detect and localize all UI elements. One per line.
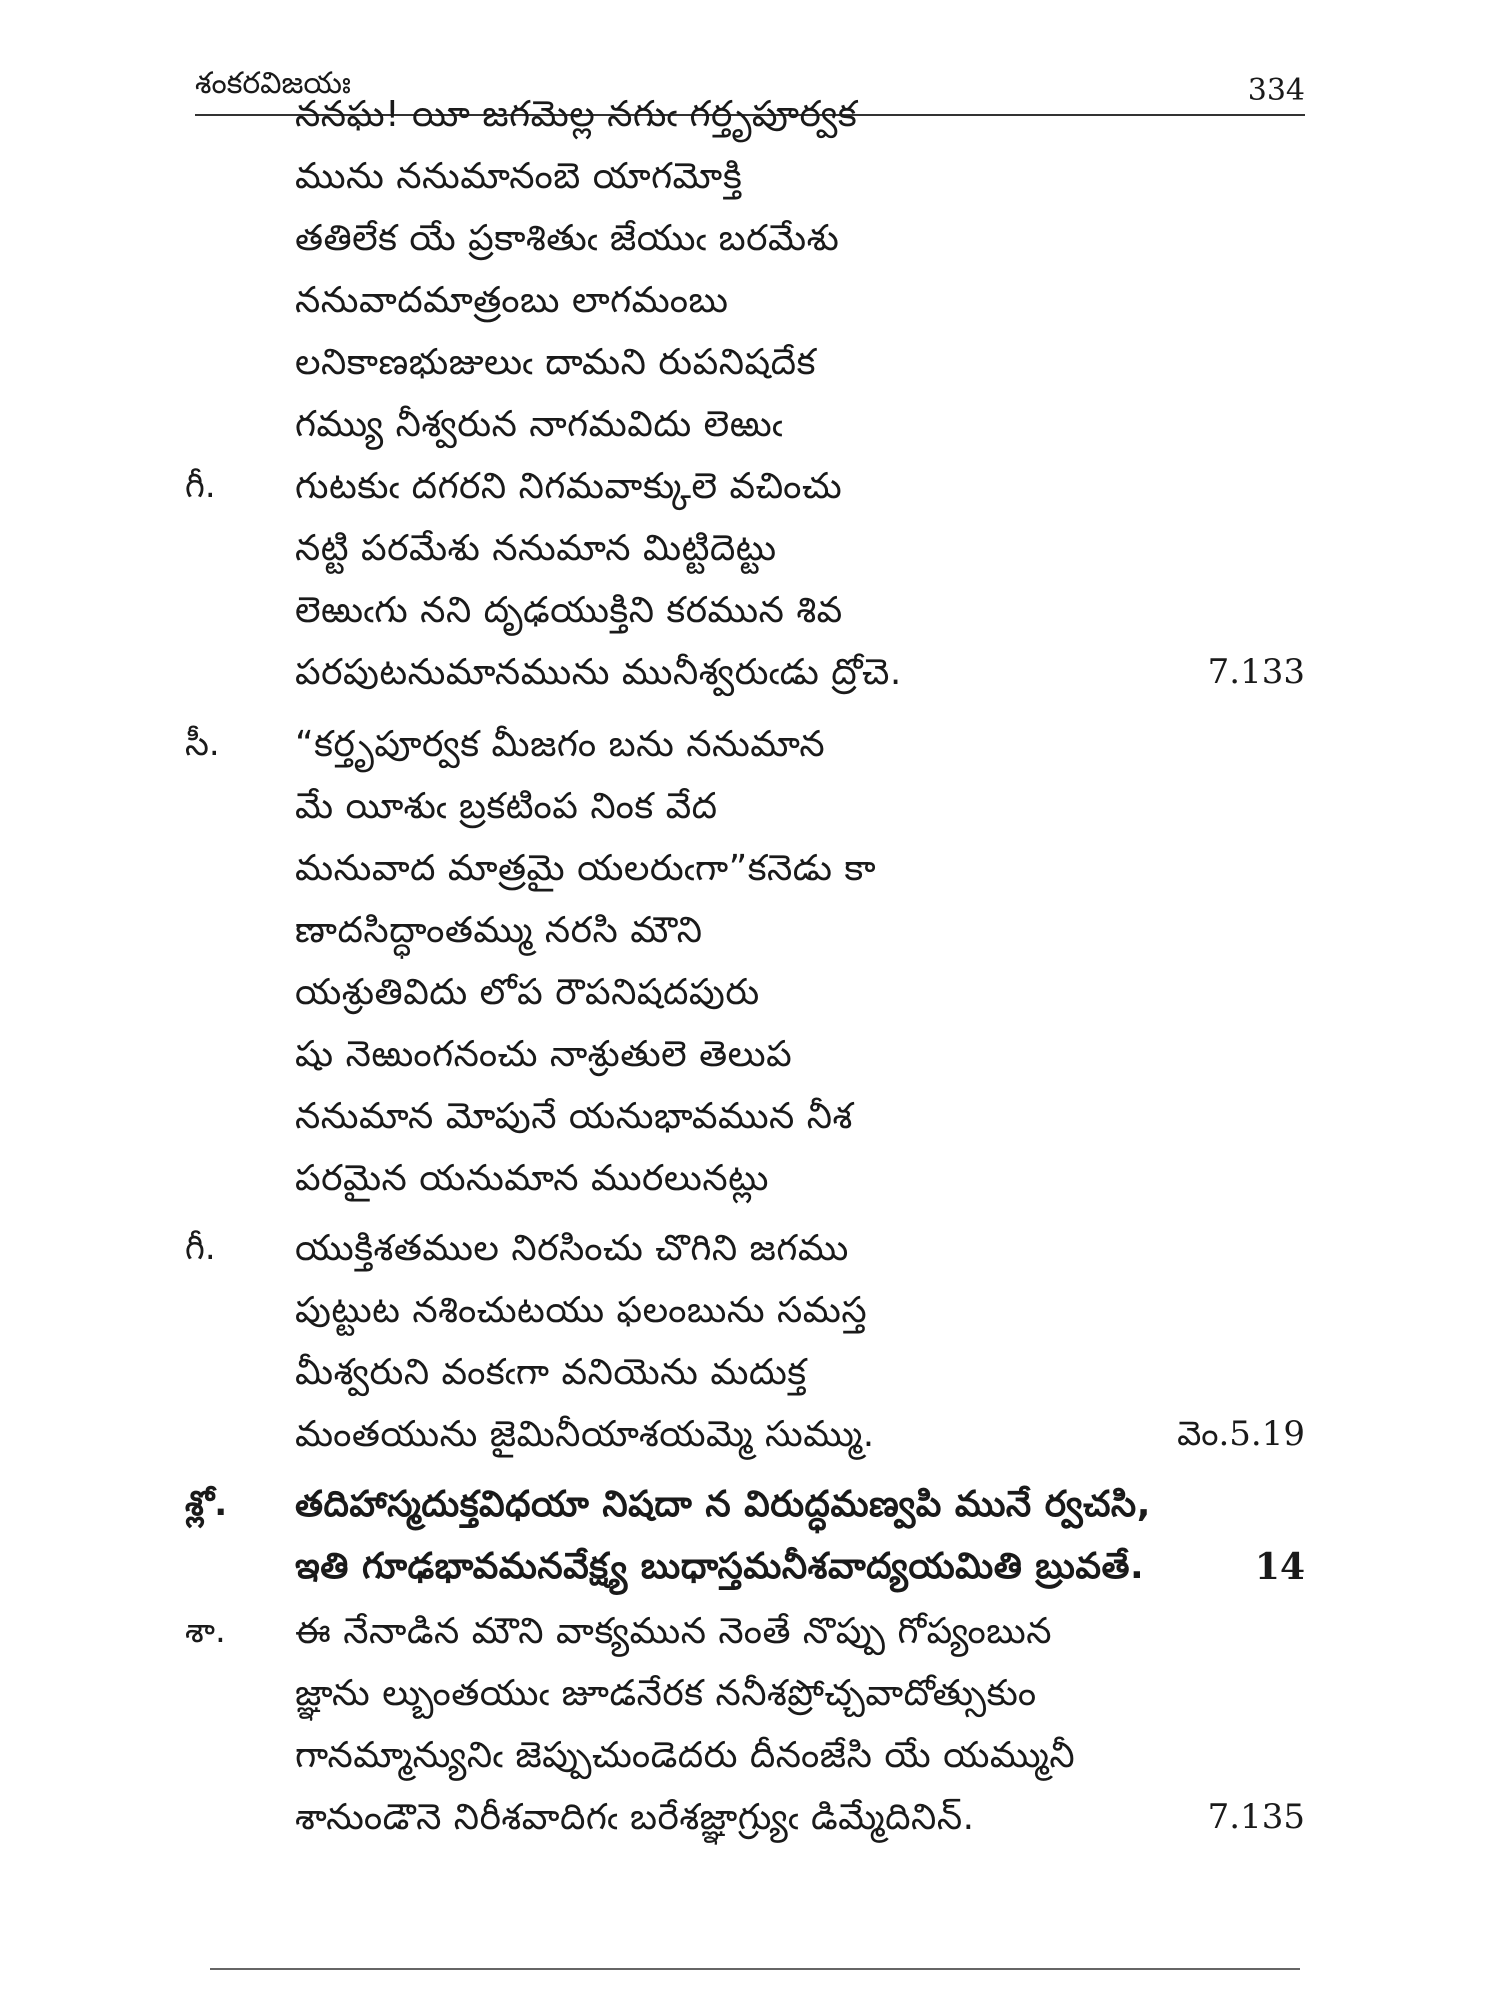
verse-text: షు నెఱుంగనంచు నాశ్రుతులె తెలుప	[295, 1034, 793, 1075]
verse-text: శానుండౌనె నిరీశవాదిగఁ బరేశజ్ఞాగ్ర్యుఁ డిమ్మేదినిన్.	[295, 1797, 975, 1838]
verse-text: లనికాణభుజులుఁ దామని రుపనిషదేక	[295, 342, 816, 383]
verse-line	[0, 780, 1500, 840]
verse-text: పరపుటనుమానమును మునీశ్వరుఁడు ద్రోచె.	[295, 652, 902, 693]
verse-text: నట్టి పరమేశు ననుమాన మిట్టిదెట్టు	[295, 528, 777, 569]
verse-number: 14	[1254, 1546, 1305, 1588]
verse-line	[0, 904, 1500, 964]
verse-text: ననుమాన మోపునే యనుభావమున నీశ	[295, 1096, 853, 1137]
meter-marker: గీ.	[185, 1228, 216, 1268]
verse-text: పరమైన యనుమాన మురలునట్లు	[295, 1158, 769, 1199]
verse-line	[0, 1152, 1500, 1212]
meter-marker: గీ.	[185, 466, 216, 506]
running-title: శంకరవిజయః	[195, 66, 351, 101]
verse-line	[0, 1028, 1500, 1088]
verse-text: యశ్రుతివిదు లోప రౌపనిషదపురు	[295, 972, 760, 1013]
meter-marker: సీ.	[185, 724, 220, 764]
verse-line	[0, 88, 1500, 148]
verse-line	[0, 966, 1500, 1026]
verse-line	[0, 842, 1500, 902]
verse-number: 7.133	[1207, 652, 1305, 692]
verse-text: లెఱుఁగు నని దృఢయుక్తిని కరమున శివ	[295, 590, 843, 631]
verse-line	[0, 398, 1500, 458]
verse-text: ణాదసిద్ధాంతమ్ము నరసి మౌని	[295, 910, 703, 951]
verse-line	[0, 646, 1500, 706]
verse-line	[0, 1729, 1500, 1789]
verse-line	[0, 1090, 1500, 1150]
verse-line	[0, 1540, 1500, 1600]
verse-text: ఇతి గూఢభావమనవేక్ష్య బుధాస్తమనీశవాద్యయమితి బ్రువతే.	[295, 1546, 1145, 1587]
footer-rule	[210, 1968, 1300, 1970]
verse-line	[0, 150, 1500, 210]
verse-line	[0, 1605, 1500, 1665]
verse-text: గుటకుఁ దగరని నిగమవాక్కులె వచించు	[295, 466, 843, 507]
verse-line	[0, 1284, 1500, 1344]
verse-text: గానమ్మాన్యునిఁ జెప్పుచుండెదరు దీనంజేసి యే యమ్మునీ	[295, 1735, 1076, 1776]
verse-line	[0, 1667, 1500, 1727]
verse-line	[0, 336, 1500, 396]
meter-marker: శా.	[185, 1611, 226, 1651]
verse-text: ననఘ! యీ జగమెల్ల నగుఁ గర్తృపూర్వక	[295, 94, 858, 135]
verse-text: మును ననుమానంబె యాగమోక్తి	[295, 156, 743, 197]
verse-number: వెం.5.19	[1177, 1414, 1305, 1454]
verse-line	[0, 1408, 1500, 1468]
verse-text: మీశ్వరుని వంకఁగా వనియెను మదుక్త	[295, 1352, 807, 1393]
verse-line	[0, 522, 1500, 582]
verse-line	[0, 212, 1500, 272]
page-number: 334	[1247, 73, 1305, 108]
verse-text: ననువాదమాత్రంబు లాగమంబు	[295, 280, 729, 321]
verse-line	[0, 584, 1500, 644]
verse-line	[0, 1478, 1500, 1538]
verse-text: మే యీశుఁ బ్రకటింప నింక వేద	[295, 786, 718, 827]
verse-text: పుట్టుట నశించుటయు ఫలంబును సమస్త	[295, 1290, 868, 1331]
verse-text: “కర్తృపూర్వక మీజగం బను ననుమాన	[295, 724, 826, 765]
verse-text: యుక్తిశతముల నిరసించు చొగిని జగము	[295, 1228, 849, 1269]
verse-text: జ్ఞాను ల్బుంతయుఁ జూడనేరక ననీశప్రోచ్చవాదోత్సుకుం	[295, 1673, 1037, 1714]
verse-text: మనువాద మాత్రమై యలరుఁగా”కనెడు కా	[295, 848, 877, 889]
verse-text: తదిహాస్మదుక్తవిధయా నిషదా న విరుద్ధమణ్వపి మునే ర్వచసి,	[295, 1484, 1151, 1525]
verse-line	[0, 1346, 1500, 1406]
verse-line	[0, 718, 1500, 778]
verse-number: 7.135	[1207, 1797, 1305, 1837]
meter-marker: శ్లో.	[185, 1484, 228, 1524]
verse-line	[0, 274, 1500, 334]
verse-line	[0, 1222, 1500, 1282]
verse-line	[0, 460, 1500, 520]
verse-text: మంతయును జైమినీయాశయమ్మె సుమ్ము.	[295, 1414, 875, 1455]
verse-text: తతిలేక యే ప్రకాశితుఁ జేయుఁ బరమేశు	[295, 218, 840, 259]
verse-text: గమ్యు నీశ్వరున నాగమవిదు లెఱుఁ	[295, 404, 783, 445]
verse-line	[0, 1791, 1500, 1851]
verse-text: ఈ నేనాడిన మౌని వాక్యమున నెంతే నొప్పు గోప్యంబున	[295, 1611, 1053, 1652]
